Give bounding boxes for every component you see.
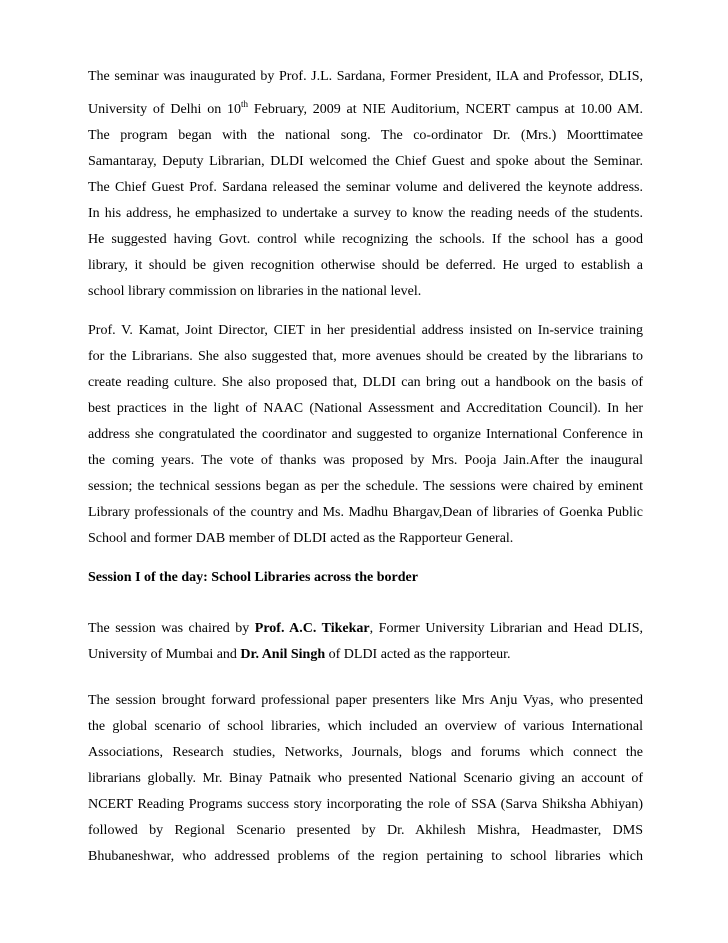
text-line: He suggested having Govt. control while recognizing the schools. If the school has a good <box>88 232 643 247</box>
text-line: librarians globally. Mr. Binay Patnaik who presented National Scenario giving an account of <box>88 771 643 786</box>
text-line: create reading culture. She also proposed that, DLDI can bring out a handbook on the basis of <box>88 375 643 390</box>
text-line: In his address, he emphasized to undertake a survey to know the reading needs of the students. <box>88 206 643 221</box>
text-line <box>88 646 643 664</box>
text-line: NCERT Reading Programs success story incorporating the role of SSA (Sarva Shiksha Abhiyan) <box>88 797 643 812</box>
text-line: Bhubaneshwar, who addressed problems of the region pertaining to school libraries which <box>88 849 643 864</box>
text-line: School and former DAB member of DLDI acted as the Rapporteur General. <box>88 531 514 546</box>
text-line: for the Librarians. She also suggested that, more avenues should be created by the librarians to <box>88 349 643 364</box>
text-span: University of Mumbai and <box>88 647 241 662</box>
text-line: Prof. V. Kamat, Joint Director, CIET in her presidential address insisted on In-service training <box>88 323 643 338</box>
text-line: The program began with the national song. The co-ordinator Dr. (Mrs.) Moorttimatee <box>88 128 643 143</box>
text-span: February, 2009 at NIE Auditorium, NCERT campus at 10.00 AM. <box>248 102 643 117</box>
text-line: Samantaray, Deputy Librarian, DLDI welcomed the Chief Guest and spoke about the Seminar. <box>88 154 643 169</box>
text-line: the global scenario of school libraries, which included an overview of various International <box>88 719 643 734</box>
text-span: The session was chaired by <box>88 621 255 636</box>
text-line: address she congratulated the coordinator and suggested to organize International Conference in <box>88 427 643 442</box>
text-span: University of Delhi on 10 <box>88 102 242 117</box>
section-heading: Session I of the day: School Libraries across the border <box>88 570 418 585</box>
text-line: library, it should be given recognition otherwise should be deferred. He urged to establish a <box>88 258 643 273</box>
text-line: school library commission on libraries in the national level. <box>88 284 422 299</box>
chair-name: Prof. A.C. Tikekar <box>254 621 370 636</box>
text-line: best practices in the light of NAAC (National Assessment and Accreditation Council). In her <box>88 401 643 416</box>
text-span: of DLDI acted as the rapporteur. <box>325 647 511 662</box>
text-line: Associations, Research studies, Networks, Journals, blogs and forums which connect the <box>88 745 643 760</box>
text-line: the coming years. The vote of thanks was proposed by Mrs. Pooja Jain.After the inaugural <box>88 453 643 468</box>
text-line <box>88 101 643 119</box>
text-line: The session brought forward professional paper presenters like Mrs Anju Vyas, who presented <box>88 693 643 708</box>
superscript: th <box>241 99 249 109</box>
text-line <box>88 620 643 638</box>
text-line: session; the technical sessions began as per the schedule. The sessions were chaired by eminent <box>88 479 643 494</box>
text-line: The seminar was inaugurated by Prof. J.L. Sardana, Former President, ILA and Professor, DLIS, <box>88 69 643 84</box>
rapporteur-name: Dr. Anil Singh <box>240 647 326 662</box>
text-line: followed by Regional Scenario presented by Dr. Akhilesh Mishra, Headmaster, DMS <box>88 823 643 838</box>
text-line: The Chief Guest Prof. Sardana released the seminar volume and delivered the keynote address. <box>88 180 643 195</box>
text-span: , Former University Librarian and Head DLIS, <box>369 621 643 636</box>
text-line: Library professionals of the country and Ms. Madhu Bhargav,Dean of libraries of Goenka Public <box>88 505 643 520</box>
